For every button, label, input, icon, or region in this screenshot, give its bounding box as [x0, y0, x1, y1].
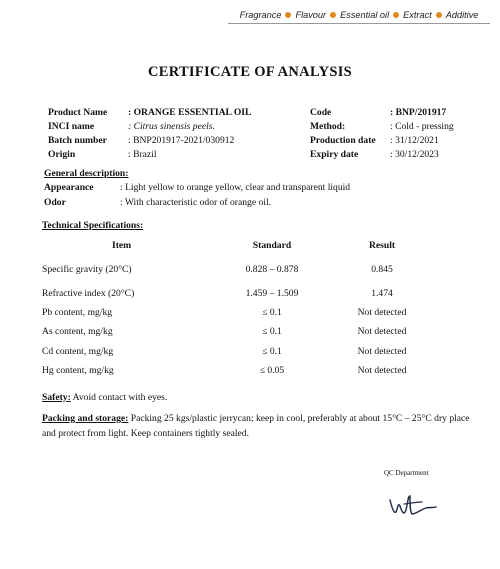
tag-extract: Extract — [403, 9, 432, 20]
cell-item: As content, mg/kg — [42, 326, 113, 337]
batch-label: Batch number — [48, 135, 107, 146]
table-row — [42, 365, 462, 379]
odor-value: : With characteristic odor of orange oil. — [120, 197, 272, 208]
production-date-value: : 31/12/2021 — [390, 135, 439, 146]
appearance-label: Appearance — [44, 182, 94, 193]
tag-additive: Additive — [445, 9, 479, 20]
table-row — [42, 264, 462, 278]
product-name-label: Product Name — [48, 107, 108, 118]
bullet-dot-icon — [330, 12, 336, 18]
production-date-label: Production date — [310, 135, 376, 146]
cell-item: Cd content, mg/kg — [42, 346, 114, 357]
document-title: CERTIFICATE OF ANALYSIS — [147, 64, 353, 80]
method-value: : Cold - pressing — [390, 121, 454, 132]
cell-item: Hg content, mg/kg — [42, 365, 114, 376]
column-header-item: Item — [112, 240, 132, 251]
appearance-value: : Light yellow to orange yellow, clear and transparent liquid — [120, 182, 351, 193]
product-info-block — [48, 107, 490, 163]
batch-value: : BNP201917-2021/030912 — [128, 135, 235, 146]
bullet-dot-icon — [393, 12, 399, 18]
technical-specifications-heading: Technical Specifications: — [42, 220, 144, 231]
origin-label: Origin — [48, 149, 76, 160]
cell-result: Not detected — [357, 307, 407, 318]
cell-item: Refractive index (20°C) — [42, 288, 135, 299]
inci-label: INCI name — [48, 121, 95, 132]
specifications-table — [42, 240, 462, 376]
cell-result: 0.845 — [371, 264, 393, 275]
bullet-dot-icon — [436, 12, 442, 18]
cell-standard: 1.459 – 1.509 — [245, 288, 299, 299]
origin-value: : Brazil — [128, 149, 157, 160]
column-header-result: Result — [368, 240, 396, 251]
code-value: : BNP/201917 — [390, 107, 447, 118]
table-row — [42, 288, 462, 302]
cell-result: Not detected — [357, 326, 407, 337]
cell-result: 1.474 — [371, 288, 393, 299]
cell-standard: 0.828 – 0.878 — [245, 264, 299, 275]
cell-result: Not detected — [357, 346, 407, 357]
packing-label: Packing and storage: — [42, 413, 129, 424]
tag-essential-oil: Essential oil — [340, 9, 390, 20]
table-row — [42, 307, 462, 321]
tag-flavour: Flavour — [295, 9, 327, 20]
packing-storage-note — [42, 411, 470, 441]
bullet-dot-icon — [285, 12, 291, 18]
expiry-date-label: Expiry date — [310, 149, 359, 160]
tag-fragrance: Fragrance — [239, 9, 282, 20]
cell-standard: ≤ 0.1 — [262, 307, 282, 318]
method-label: Method: — [310, 121, 346, 132]
safety-label: Safety: — [42, 392, 71, 403]
cell-standard: ≤ 0.1 — [262, 346, 282, 357]
safety-note — [42, 390, 470, 405]
cell-result: Not detected — [357, 365, 407, 376]
code-label: Code — [310, 107, 332, 118]
packing-text: Packing 25 kgs/plastic jerrycan; keep in cool, preferably at about 15°C – 25°C dry place and protect from light. Keep containers tightly sealed. — [42, 413, 470, 439]
qc-department-label: QC Department — [384, 469, 429, 477]
inci-value: : Citrus sinensis peels. — [128, 121, 215, 132]
general-description-heading: General description: — [44, 168, 129, 179]
qc-signature — [386, 490, 438, 524]
header-tag-bar — [228, 6, 490, 24]
column-header-standard: Standard — [252, 240, 292, 251]
cell-item: Specific gravity (20°C) — [42, 264, 132, 275]
cell-standard: ≤ 0.1 — [262, 326, 282, 337]
cell-standard: ≤ 0.05 — [259, 365, 285, 376]
table-header — [42, 240, 462, 256]
odor-label: Odor — [44, 197, 66, 208]
cell-item: Pb content, mg/kg — [42, 307, 113, 318]
expiry-date-value: : 30/12/2023 — [390, 149, 439, 160]
table-row — [42, 326, 462, 340]
product-name-value: : ORANGE ESSENTIAL OIL — [128, 107, 252, 118]
safety-text: Avoid contact with eyes. — [70, 392, 168, 403]
table-row — [42, 346, 462, 360]
